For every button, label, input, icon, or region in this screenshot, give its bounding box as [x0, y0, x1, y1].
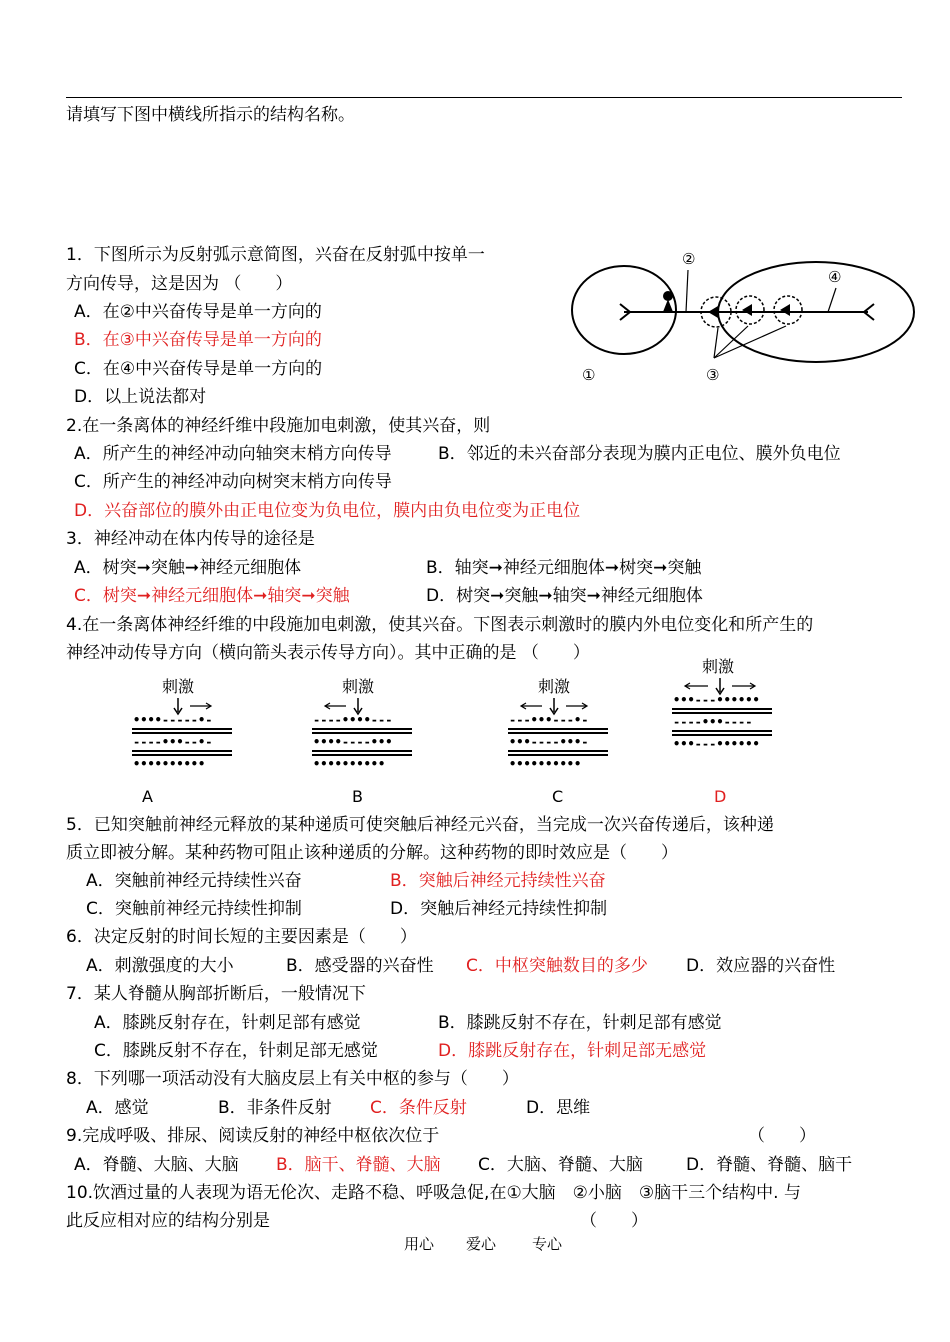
- diagram-label-1: ①: [582, 366, 596, 384]
- q2-option-a: A．所产生的神经冲动向轴突末梢方向传导: [74, 444, 392, 464]
- q8-option-d: D．思维: [526, 1098, 591, 1118]
- stimulus-label-c: 刺激: [538, 677, 571, 696]
- instruction-text: 请填写下图中横线所指示的结构名称。: [66, 105, 355, 125]
- footer-text-3: 专心: [532, 1235, 563, 1253]
- q3-option-c-answer: C．树突➞神经元细胞体➞轴突➞突触: [74, 586, 350, 606]
- option-label-d-answer: D: [714, 787, 727, 806]
- q1-option-c: C．在④中兴奋传导是单一方向的: [74, 359, 323, 379]
- svg-text:----••••---: ----••••---: [313, 713, 393, 727]
- q10-answer-paren: （ ）: [580, 1211, 648, 1231]
- q8-option-b: B．非条件反射: [218, 1098, 332, 1118]
- q5-option-a: A．突触前神经元持续性兴奋: [86, 871, 302, 891]
- q2-option-b: B．邻近的未兴奋部分表现为膜内正电位、膜外负电位: [438, 444, 841, 464]
- q9-option-d: D．脊髓、脊髓、脑干: [686, 1155, 853, 1175]
- q3-option-d: D．树突➞突触➞轴突➞神经元细胞体: [426, 586, 703, 606]
- q7-option-d-answer: D．膝跳反射存在，针刺足部无感觉: [438, 1041, 707, 1061]
- q1-stem-line2: 方向传导，这是因为 （ ）: [66, 274, 293, 294]
- stimulus-label-d: 刺激: [702, 657, 735, 676]
- q10-stem-line1: 10.饮酒过量的人表现为语无伦次、走路不稳、呼吸急促,在①大脑 ②小脑 ③脑干三个结构中. 与: [66, 1183, 801, 1203]
- q8-stem: 8．下列哪一项活动没有大脑皮层上有关中枢的参与（ ）: [66, 1069, 519, 1089]
- q7-stem: 7．某人脊髓从胸部折断后，一般情况下: [66, 984, 366, 1004]
- option-label-c: C: [552, 787, 564, 806]
- q2-option-c: C．所产生的神经冲动向树突末梢方向传导: [74, 472, 392, 492]
- q4-stem-line1: 4.在一条离体神经纤维的中段施加电刺激，使其兴奋。下图表示刺激时的膜内外电位变化和所产生的: [66, 615, 814, 635]
- footer-text-2: 爱心: [466, 1235, 497, 1253]
- option-label-a: A: [142, 787, 153, 806]
- reflex-arc-diagram: [568, 240, 920, 390]
- q3-option-b: B．轴突➞神经元细胞体➞树突➞突触: [426, 558, 702, 578]
- svg-text:----•••--•-: ----•••--•-: [133, 735, 213, 749]
- q9-option-a: A．脊髓、大脑、大脑: [74, 1155, 239, 1175]
- q8-option-a: A．感觉: [86, 1098, 149, 1118]
- svg-text:••••••••••: ••••••••••: [313, 757, 386, 771]
- q6-option-a: A．刺激强度的大小: [86, 956, 234, 976]
- q6-option-d: D．效应器的兴奋性: [686, 956, 836, 976]
- q1-option-b-answer: B．在③中兴奋传导是单一方向的: [74, 330, 322, 350]
- q3-option-a: A．树突➞突触➞神经元细胞体: [74, 558, 302, 578]
- q5-option-d: D．突触后神经元持续性抑制: [390, 899, 608, 919]
- membrane-b-graphic: [308, 696, 418, 772]
- q5-option-c: C．突触前神经元持续性抑制: [86, 899, 302, 919]
- q7-option-a: A．膝跳反射存在，针刺足部有感觉: [94, 1013, 361, 1033]
- svg-text:••••••••••: ••••••••••: [133, 757, 206, 771]
- svg-text:•••----•••-: •••----•••-: [509, 735, 589, 749]
- q4-stem-line2: 神经冲动传导方向（横向箭头表示传导方向）。其中正确的是 （ ）: [66, 643, 590, 663]
- diagram-label-2: ②: [682, 250, 696, 268]
- q9-stem: 9.完成呼吸、排尿、阅读反射的神经中枢依次位于: [66, 1126, 440, 1146]
- svg-text:•••---••••••: •••---••••••: [673, 737, 760, 751]
- svg-text:••••----•••: ••••----•••: [313, 735, 393, 749]
- q2-option-d-answer: D．兴奋部位的膜外由正电位变为负电位，膜内由负电位变为正电位: [74, 501, 581, 521]
- diagram-label-4: ④: [828, 268, 842, 286]
- membrane-c-graphic: [504, 696, 614, 772]
- q8-option-c-answer: C．条件反射: [370, 1098, 467, 1118]
- stimulus-label-a: 刺激: [162, 677, 195, 696]
- footer-text-1: 用心: [404, 1235, 435, 1253]
- svg-text:----•••----: ----•••----: [673, 715, 753, 729]
- membrane-d-graphic: [668, 676, 778, 752]
- q1-option-a: A．在②中兴奋传导是单一方向的: [74, 302, 322, 322]
- svg-text:••••••••••: ••••••••••: [509, 757, 582, 771]
- q6-option-b: B．感受器的兴奋性: [286, 956, 434, 976]
- svg-text:••••-----•-: ••••-----•-: [133, 713, 213, 727]
- header-rule: [66, 97, 902, 98]
- q1-stem-line1: 1．下图所示为反射弧示意简图，兴奋在反射弧中按单一: [66, 245, 485, 265]
- q9-option-c: C．大脑、脊髓、大脑: [478, 1155, 643, 1175]
- svg-text:•••---••••••: •••---••••••: [673, 693, 760, 707]
- q6-stem: 6．决定反射的时间长短的主要因素是（ ）: [66, 927, 417, 947]
- option-label-b: B: [352, 787, 363, 806]
- q6-option-c-answer: C．中枢突触数目的多少: [466, 956, 648, 976]
- q10-stem-line2: 此反应相对应的结构分别是: [66, 1211, 270, 1231]
- svg-text:---•••---•-: ---•••---•-: [509, 713, 589, 727]
- q9-answer-paren: （ ）: [748, 1126, 816, 1146]
- q7-option-c: C．膝跳反射不存在，针刺足部无感觉: [94, 1041, 378, 1061]
- stimulus-label-b: 刺激: [342, 677, 375, 696]
- q1-option-d: D．以上说法都对: [74, 387, 207, 407]
- membrane-a-graphic: [128, 696, 238, 772]
- q7-option-b: B．膝跳反射不存在，针刺足部有感觉: [438, 1013, 722, 1033]
- q9-option-b-answer: B．脑干、脊髓、大脑: [276, 1155, 441, 1175]
- q3-stem: 3．神经冲动在体内传导的途径是: [66, 529, 315, 549]
- q2-stem: 2.在一条离体的神经纤维中段施加电刺激，使其兴奋，则: [66, 416, 491, 436]
- q5-option-b-answer: B．突触后神经元持续性兴奋: [390, 871, 606, 891]
- q5-stem-line2: 质立即被分解。某种药物可阻止该种递质的分解。这种药物的即时效应是（ ）: [66, 843, 678, 863]
- diagram-label-3: ③: [706, 366, 720, 384]
- q5-stem-line1: 5．已知突触前神经元释放的某种递质可使突触后神经元兴奋，当完成一次兴奋传递后，该种递: [66, 815, 774, 835]
